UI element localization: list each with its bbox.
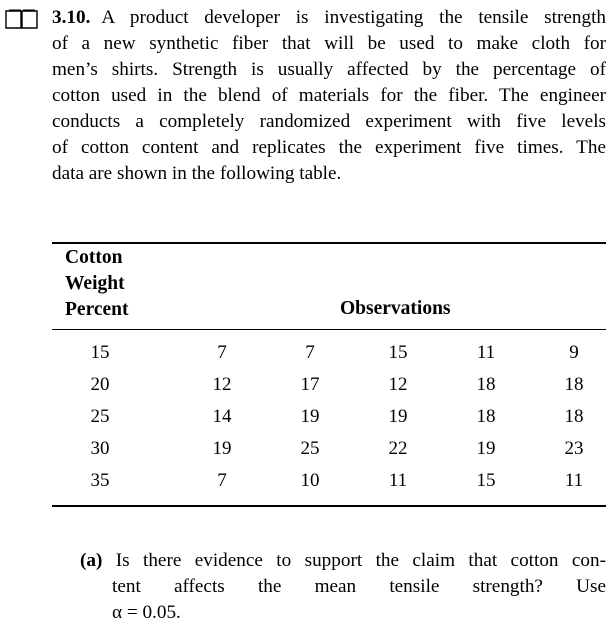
table-bottom-rule <box>52 505 606 507</box>
problem-line-3: men’s shirts. Strength is usually affected by the percentage of <box>52 59 606 80</box>
observation-cell: 17 <box>300 374 320 395</box>
cotton-percent-cell: 20 <box>90 374 110 395</box>
observation-cell: 11 <box>388 470 408 491</box>
observation-cell: 11 <box>476 342 496 363</box>
observation-cell: 10 <box>300 470 320 491</box>
cotton-percent-cell: 25 <box>90 406 110 427</box>
table-row <box>52 433 606 465</box>
observation-cell: 22 <box>388 438 408 459</box>
observation-cell: 9 <box>569 342 579 363</box>
header-observations: Observations <box>340 298 451 319</box>
problem-line-1: 3.10. A product developer is investigating the tensile strength <box>52 7 606 28</box>
question-line-1: (a) Is there evidence to support the claim that cotton con- <box>80 550 606 571</box>
observation-cell: 23 <box>564 438 584 459</box>
table-row <box>52 401 606 433</box>
observation-cell: 7 <box>217 342 227 363</box>
table-row <box>52 369 606 401</box>
table-row <box>52 465 606 497</box>
header-cotton-weight-percent: Cotton Weight Percent <box>65 247 129 320</box>
problem-line-2: of a new synthetic fiber that will be used to make cloth for <box>52 33 606 54</box>
question-a <box>80 548 606 626</box>
observation-cell: 18 <box>476 406 496 427</box>
observation-cell: 15 <box>476 470 496 491</box>
observation-cell: 19 <box>300 406 320 427</box>
cotton-percent-cell: 35 <box>90 470 110 491</box>
problem-line-6: of cotton content and replicates the experiment five times. The <box>52 137 606 158</box>
problem-number: 3.10. <box>52 7 91 28</box>
observation-cell: 18 <box>476 374 496 395</box>
observation-cell: 19 <box>388 406 408 427</box>
observation-cell: 14 <box>212 406 232 427</box>
question-label: (a) <box>80 550 103 571</box>
observation-cell: 19 <box>476 438 496 459</box>
observation-cell: 18 <box>564 374 584 395</box>
problem-line-7: data are shown in the following table. <box>52 163 342 184</box>
observation-cell: 25 <box>300 438 320 459</box>
observation-cell: 7 <box>217 470 227 491</box>
cotton-percent-cell: 15 <box>90 342 110 363</box>
problem-line-5: conducts a completely randomized experiment with five levels <box>52 111 606 132</box>
problem-text <box>52 5 606 187</box>
observation-cell: 19 <box>212 438 232 459</box>
observation-cell: 18 <box>564 406 584 427</box>
observation-cell: 15 <box>388 342 408 363</box>
cotton-percent-cell: 30 <box>90 438 110 459</box>
problem-line-4: cotton used in the blend of materials for the fiber. The engineer <box>52 85 606 106</box>
question-line-2: tent affects the mean tensile strength? Use <box>112 576 606 597</box>
book-icon <box>5 9 39 29</box>
observation-cell: 12 <box>212 374 232 395</box>
table-row <box>52 337 606 369</box>
observation-cell: 11 <box>564 470 584 491</box>
observation-cell: 12 <box>388 374 408 395</box>
question-line-3: α = 0.05. <box>112 602 181 623</box>
observation-cell: 7 <box>305 342 315 363</box>
table-header-rule <box>52 329 606 330</box>
table-top-rule <box>52 242 606 244</box>
